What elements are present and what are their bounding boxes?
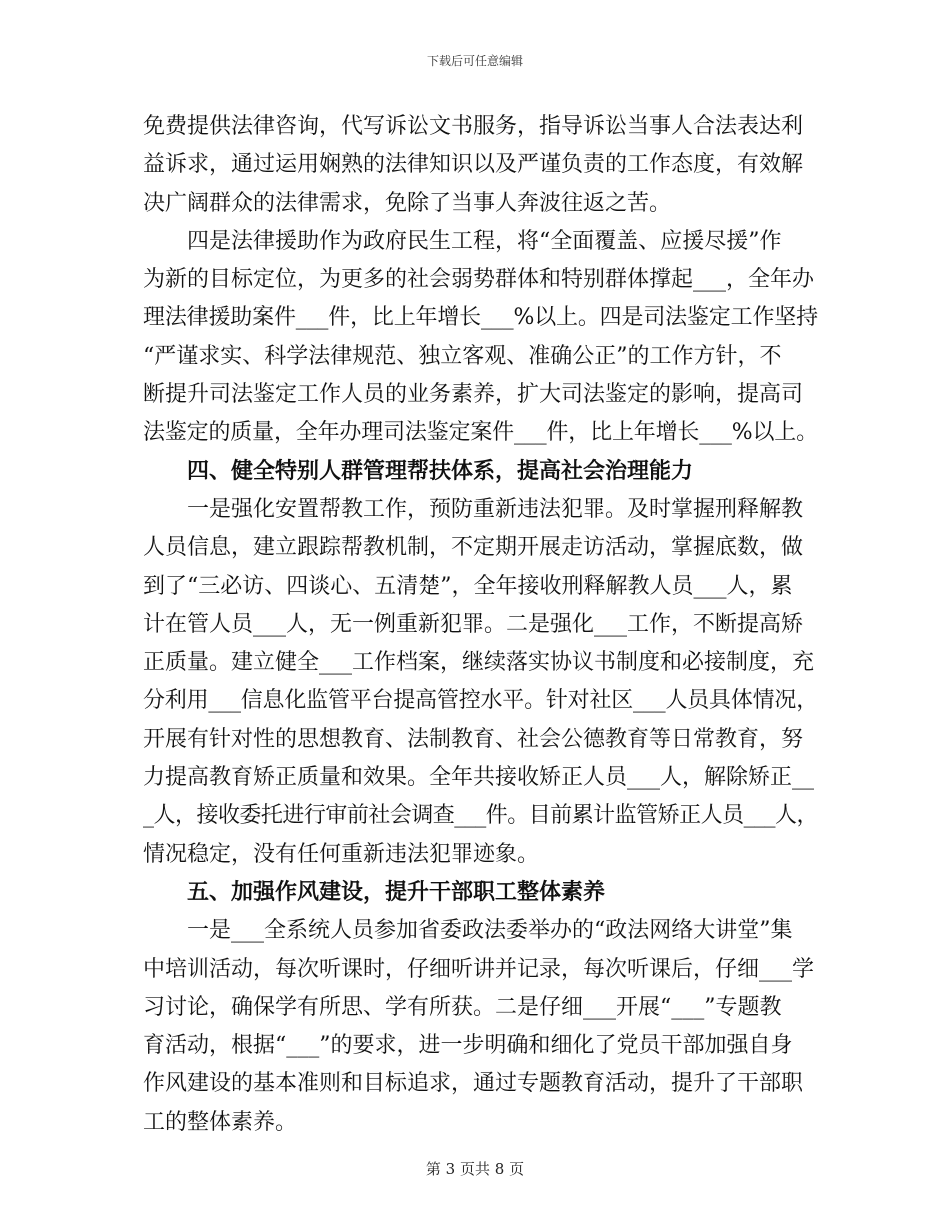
text-line: 一是___全系统人员参加省委政法委举办的“政法网络大讲堂”集 [143,918,793,944]
text-line: 计在管人员___人，无一例重新犯罪。二是强化___工作，不断提高矫 [143,611,804,637]
text-line: 人员信息，建立跟踪帮教机制，不定期开展走访活动，掌握底数，做 [143,535,804,561]
text-line: 育活动，根据“___”的要求，进一步明确和细化了党员干部加强自身 [143,1033,793,1059]
text-line: 免费提供法律咨询，代写诉讼文书服务，指导诉讼当事人合法表达利 [143,114,804,139]
text-line: 一是强化安置帮教工作，预防重新违法犯罪。及时掌握刑释解教 [143,496,804,522]
text-line: 开展有针对性的思想教育、法制教育、社会公德教育等日常教育，努 [143,726,804,752]
page-footer: 第 3 页共 8 页 [425,1160,525,1178]
text-line: 理法律援助案件___件，比上年增长___%以上。四是司法鉴定工作坚持 [143,305,818,331]
text-line: 作风建设的基本准则和目标追求，通过专题教育活动，提升了干部职 [143,1071,804,1097]
text-line: 中培训活动，每次听课时，仔细听讲并记录，每次听课后，仔细___学 [143,956,815,982]
text-line: 分利用___信息化监管平台提高管控水平。针对社区___人员具体情况， [143,688,818,714]
text-line: 情况稳定，没有任何重新违法犯罪迹象。 [143,841,540,867]
text-line: 力提高教育矫正质量和效果。全年共接收矫正人员___人，解除矫正__ [143,765,815,791]
section-heading: 四、健全特别人群管理帮扶体系，提高社会治理能力 [143,458,694,484]
text-line: “严谨求实、科学法律规范、独立客观、准确公正”的工作方针，不 [143,343,782,369]
page-header: 下载后可任意编辑 [426,54,523,68]
section-heading: 五、加强作风建设，提升干部职工整体素养 [143,879,606,905]
text-line: _人，接收委托进行审前社会调查___件。目前累计监管矫正人员___人， [143,803,819,829]
text-line: 习讨论，确保学有所思、学有所获。二是仔细___开展“___”专题教 [143,994,782,1020]
document-body [143,108,818,1142]
text-line: 益诉求，通过运用娴熟的法律知识以及严谨负责的工作态度，有效解 [143,152,804,178]
text-line: 到了“三必访、四谈心、五清楚”，全年接收刑释解教人员___人，累 [143,573,793,599]
text-line: 法鉴定的质量，全年办理司法鉴定案件___件，比上年增长___%以上。 [143,420,818,446]
text-line: 工的整体素养。 [143,1109,298,1135]
text-line: 断提升司法鉴定工作人员的业务素养，扩大司法鉴定的影响，提高司 [143,382,804,408]
text-line: 为新的目标定位，为更多的社会弱势群体和特别群体撑起___，全年办 [143,267,815,293]
text-line: 决广阔群众的法律需求，免除了当事人奔波往返之苦。 [143,190,672,216]
text-line: 四是法律援助作为政府民生工程，将“全面覆盖、应援尽援”作 [143,228,782,254]
text-line: 正质量。建立健全___工作档案，继续落实协议书制度和必接制度，充 [143,650,815,676]
